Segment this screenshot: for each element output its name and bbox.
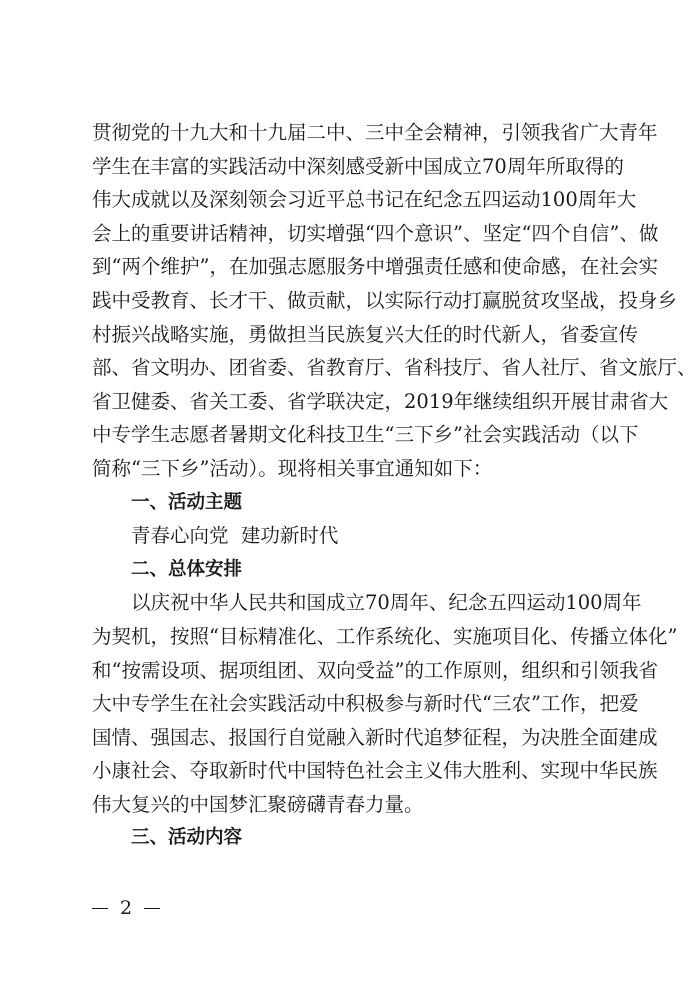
text-line: 会上的重要讲话精神，切实增强“四个意识”、坚定“四个自信”、做 <box>92 221 659 245</box>
text-line: 简称“三下乡”活动）。现将相关事宜通知如下： <box>92 456 493 480</box>
dash-left <box>92 908 108 909</box>
section-heading-content: 三、活动内容 <box>131 827 243 849</box>
text-line: 贯彻党的十九大和十九届二中、三中全会精神，引领我省广大青年 <box>92 121 658 144</box>
paragraph-intro <box>92 116 697 486</box>
theme-text: 青春心向党 建功新时代 <box>131 524 339 548</box>
page-number: 2 <box>120 897 133 919</box>
text-line: 部、省文明办、团省委、省教育厅、省科技厅、省人社厅、省文旅厅、 <box>92 356 697 380</box>
page-footer <box>92 896 160 920</box>
section-heading-theme: 一、活动主题 <box>131 491 243 513</box>
text-line: 省卫健委、省关工委、省学联决定，2019年继续组织开展甘肃省大 <box>92 389 669 413</box>
text-line: 为契机，按照“目标精准化、工作系统化、实施项目化、传播立体化” <box>92 624 678 648</box>
text-line: 伟大成就以及深刻领会习近平总书记在纪念五四运动100周年大 <box>92 188 637 212</box>
dash-right <box>144 908 160 909</box>
text-line: 践中受教育、长才干、做贡献，以实际行动打赢脱贫攻坚战，投身乡 <box>92 288 678 312</box>
text-line: 学生在丰富的实践活动中深刻感受新中国成立70周年所取得的 <box>92 154 624 178</box>
text-line: 国情、强国志、报国行自觉融入新时代追梦征程，为决胜全面建成 <box>92 725 658 749</box>
text-line: 伟大复兴的中国梦汇聚磅礴青春力量。 <box>92 792 424 816</box>
paragraph-arrangement <box>92 586 678 821</box>
text-line: 到“两个维护”，在加强志愿服务中增强责任感和使命感，在社会实 <box>92 255 658 279</box>
text-line: 村振兴战略实施，勇做担当民族复兴大任的时代新人，省委宣传 <box>92 322 639 346</box>
text-line: 和“按需设项、据项组团、双向受益”的工作原则，组织和引领我省 <box>92 658 658 682</box>
document-body <box>92 116 697 855</box>
text-line: 小康社会、夺取新时代中国特色社会主义伟大胜利、实现中华民族 <box>92 759 658 783</box>
text-line: 中专学生志愿者暑期文化科技卫生“三下乡”社会实践活动（以下 <box>92 423 639 447</box>
text-line: 以庆祝中华人民共和国成立70周年、纪念五四运动100周年 <box>131 591 642 615</box>
text-line: 大中专学生在社会实践活动中积极参与新时代“三农”工作，把爱 <box>92 692 639 716</box>
section-heading-arrangement: 二、总体安排 <box>131 558 243 580</box>
